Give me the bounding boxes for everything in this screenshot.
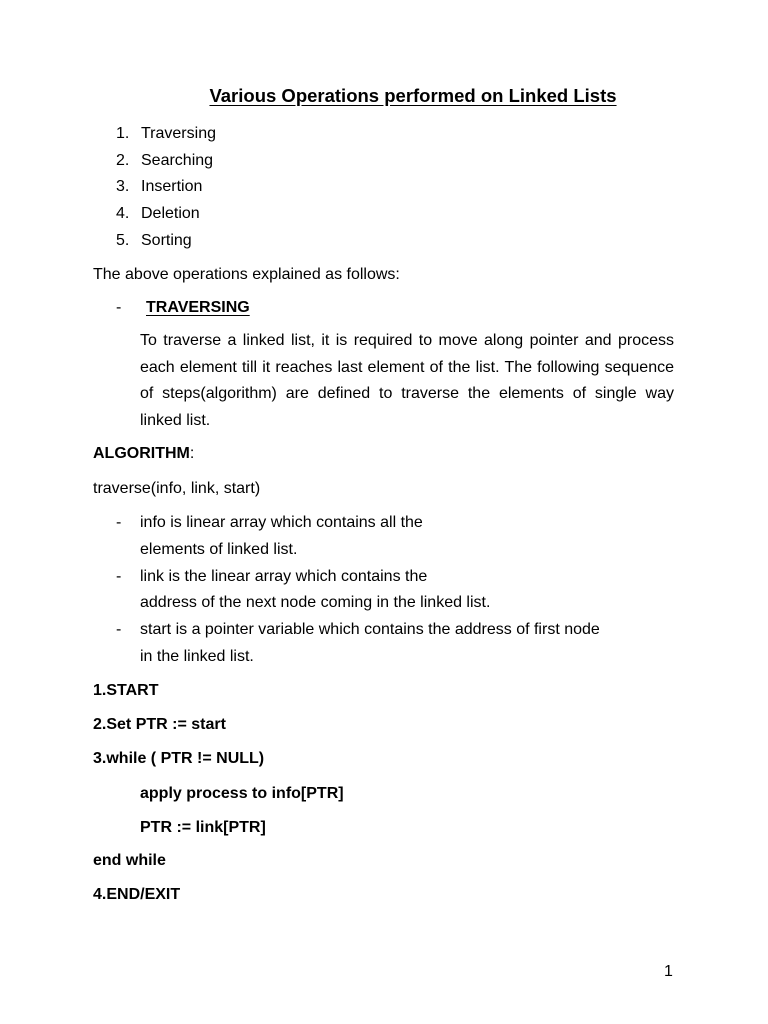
- page-number: 1: [664, 963, 673, 980]
- list-item: 1. Traversing: [116, 125, 216, 142]
- algorithm-step-indented: apply process to info[PTR]: [140, 785, 344, 802]
- param-item: - info is linear array which contains all the: [116, 514, 423, 531]
- list-item: 4. Deletion: [116, 205, 200, 223]
- list-item: 5. Sorting: [116, 231, 192, 249]
- section-heading: TRAVERSING: [146, 299, 250, 316]
- param-item-continuation: address of the next node coming in the linked list.: [140, 594, 491, 611]
- param-item-continuation: in the linked list.: [140, 648, 254, 665]
- param-item-continuation: elements of linked list.: [140, 541, 298, 558]
- list-item: 2. Searching: [116, 151, 214, 169]
- algorithm-step: 4.END/EXIT: [93, 886, 181, 903]
- param-item: - link is the linear array which contains the: [116, 568, 428, 585]
- bullet-dash: -: [116, 299, 122, 316]
- param-item: - start is a pointer variable which contains the address of first node: [116, 621, 600, 638]
- algorithm-step: 2.Set PTR := start: [93, 716, 226, 733]
- intro-text: The above operations explained as follows:: [93, 266, 400, 283]
- algorithm-step: 1.START: [93, 682, 159, 699]
- algorithm-step: end while: [93, 852, 166, 869]
- operations-list: [116, 122, 216, 255]
- page-title: Various Operations performed on Linked Lists: [209, 85, 617, 106]
- algorithm-step: 3.while ( PTR != NULL): [93, 750, 265, 767]
- algorithm-label-row: ALGORITHM:: [93, 445, 195, 462]
- section-paragraph: To traverse a linked list, it is required to move along pointer and process each element till it reaches last element of the list. The following sequence of steps(algorithm) are defined to traverse the elements of single way linked list.: [140, 332, 674, 430]
- algorithm-signature: traverse(info, link, start): [93, 480, 261, 497]
- algorithm-label: ALGORITHM: [93, 445, 190, 462]
- list-item: 3. Insertion: [116, 178, 203, 196]
- section-heading-row: [116, 297, 250, 319]
- algorithm-step-indented: PTR := link[PTR]: [140, 819, 266, 836]
